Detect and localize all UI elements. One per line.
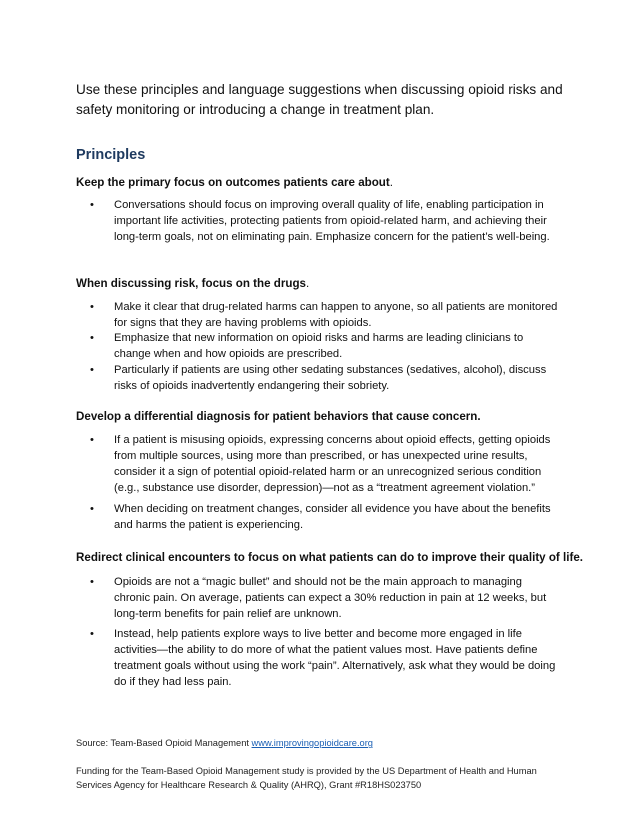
section-title-risk xyxy=(76,276,309,292)
bullet-item xyxy=(90,574,560,622)
source-link[interactable]: www.improvingopioidcare.org xyxy=(251,738,373,748)
bullet-item xyxy=(90,432,560,496)
bullet-item xyxy=(90,197,560,245)
section-title-text: When discussing risk, focus on the drugs xyxy=(76,277,306,290)
bullet-text: Emphasize that new information on opioid risks and harms are leading clinicians to change when and how opioids are prescribed. xyxy=(114,332,524,360)
principles-heading: Principles xyxy=(76,147,146,163)
bullet-text: Conversations should focus on improving overall quality of life, enabling participation in important life activities, protecting patients from opioid-related harm, and achieving their long-term goals, not on eliminating pain. Emphasize concern for the patient’s well-being. xyxy=(114,199,550,243)
bullet-text: Make it clear that drug-related harms can happen to anyone, so all patients are monitored for signs that they are having problems with opioids. xyxy=(114,301,558,329)
intro-paragraph: Use these principles and language suggestions when discussing opioid risks and safety monitoring or introducing a change in treatment plan. xyxy=(76,82,563,117)
bullet-icon: • xyxy=(90,301,94,313)
source-line xyxy=(76,738,373,748)
section-title-redirect xyxy=(76,550,583,566)
bullet-icon: • xyxy=(90,576,94,588)
funding-note: Funding for the Team-Based Opioid Management study is provided by the US Department of Health and Human Services Agency for Healthcare Research & Quality (AHRQ), Grant #R18HS023750 xyxy=(76,766,537,790)
bullet-icon: • xyxy=(90,628,94,640)
bullet-item xyxy=(90,362,560,394)
bullet-text: Opioids are not a “magic bullet” and should not be the main approach to managing chronic pain. On average, patients can expect a 30% reduction in pain at 12 weeks, but long-term benefits for pain relief are unknown. xyxy=(114,576,547,620)
bullet-item xyxy=(90,626,560,690)
bullet-icon: • xyxy=(90,503,94,515)
bullet-icon: • xyxy=(90,199,94,211)
source-prefix: Source: Team-Based Opioid Management xyxy=(76,738,252,748)
section-title-tail: . xyxy=(305,277,310,290)
bullet-text: Instead, help patients explore ways to live better and become more engaged in life activities—the ability to do more of what the patient values most. Have patients define treatment goals without using the work “pain”. Alternatively, ask what they would be doing do if they had less pain. xyxy=(114,628,556,688)
section-title-outcomes xyxy=(76,175,393,191)
bullet-text: If a patient is misusing opioids, expressing concerns about opioid effects, getting opioids from multiple sources, using more than prescribed, or has unexpected urine results, consider it a sign of potential opioid-related harm or an unrecognized serious condition (e.g., substance use disorder, depression)—not as a “treatment agreement violation.” xyxy=(114,434,551,494)
section-title-tail: . xyxy=(389,176,393,189)
section-title-text: Develop a differential diagnosis for patient behaviors that cause concern. xyxy=(76,410,481,423)
bullet-icon: • xyxy=(90,434,94,446)
bullet-item xyxy=(90,501,560,533)
bullet-text: When deciding on treatment changes, consider all evidence you have about the benefits and harms the patient is experiencing. xyxy=(114,503,551,531)
section-title-text: Keep the primary focus on outcomes patients care about xyxy=(76,176,390,189)
bullet-text: Particularly if patients are using other sedating substances (sedatives, alcohol), discuss risks of opioids inadvertently endangering their sobriety. xyxy=(114,364,547,392)
section-title-differential xyxy=(76,409,481,425)
bullet-icon: • xyxy=(90,332,94,344)
section-title-text: Redirect clinical encounters to focus on what patients can do to improve their quality of life. xyxy=(76,551,583,564)
bullet-item xyxy=(90,299,560,331)
bullet-item xyxy=(90,330,560,362)
bullet-icon: • xyxy=(90,364,94,376)
